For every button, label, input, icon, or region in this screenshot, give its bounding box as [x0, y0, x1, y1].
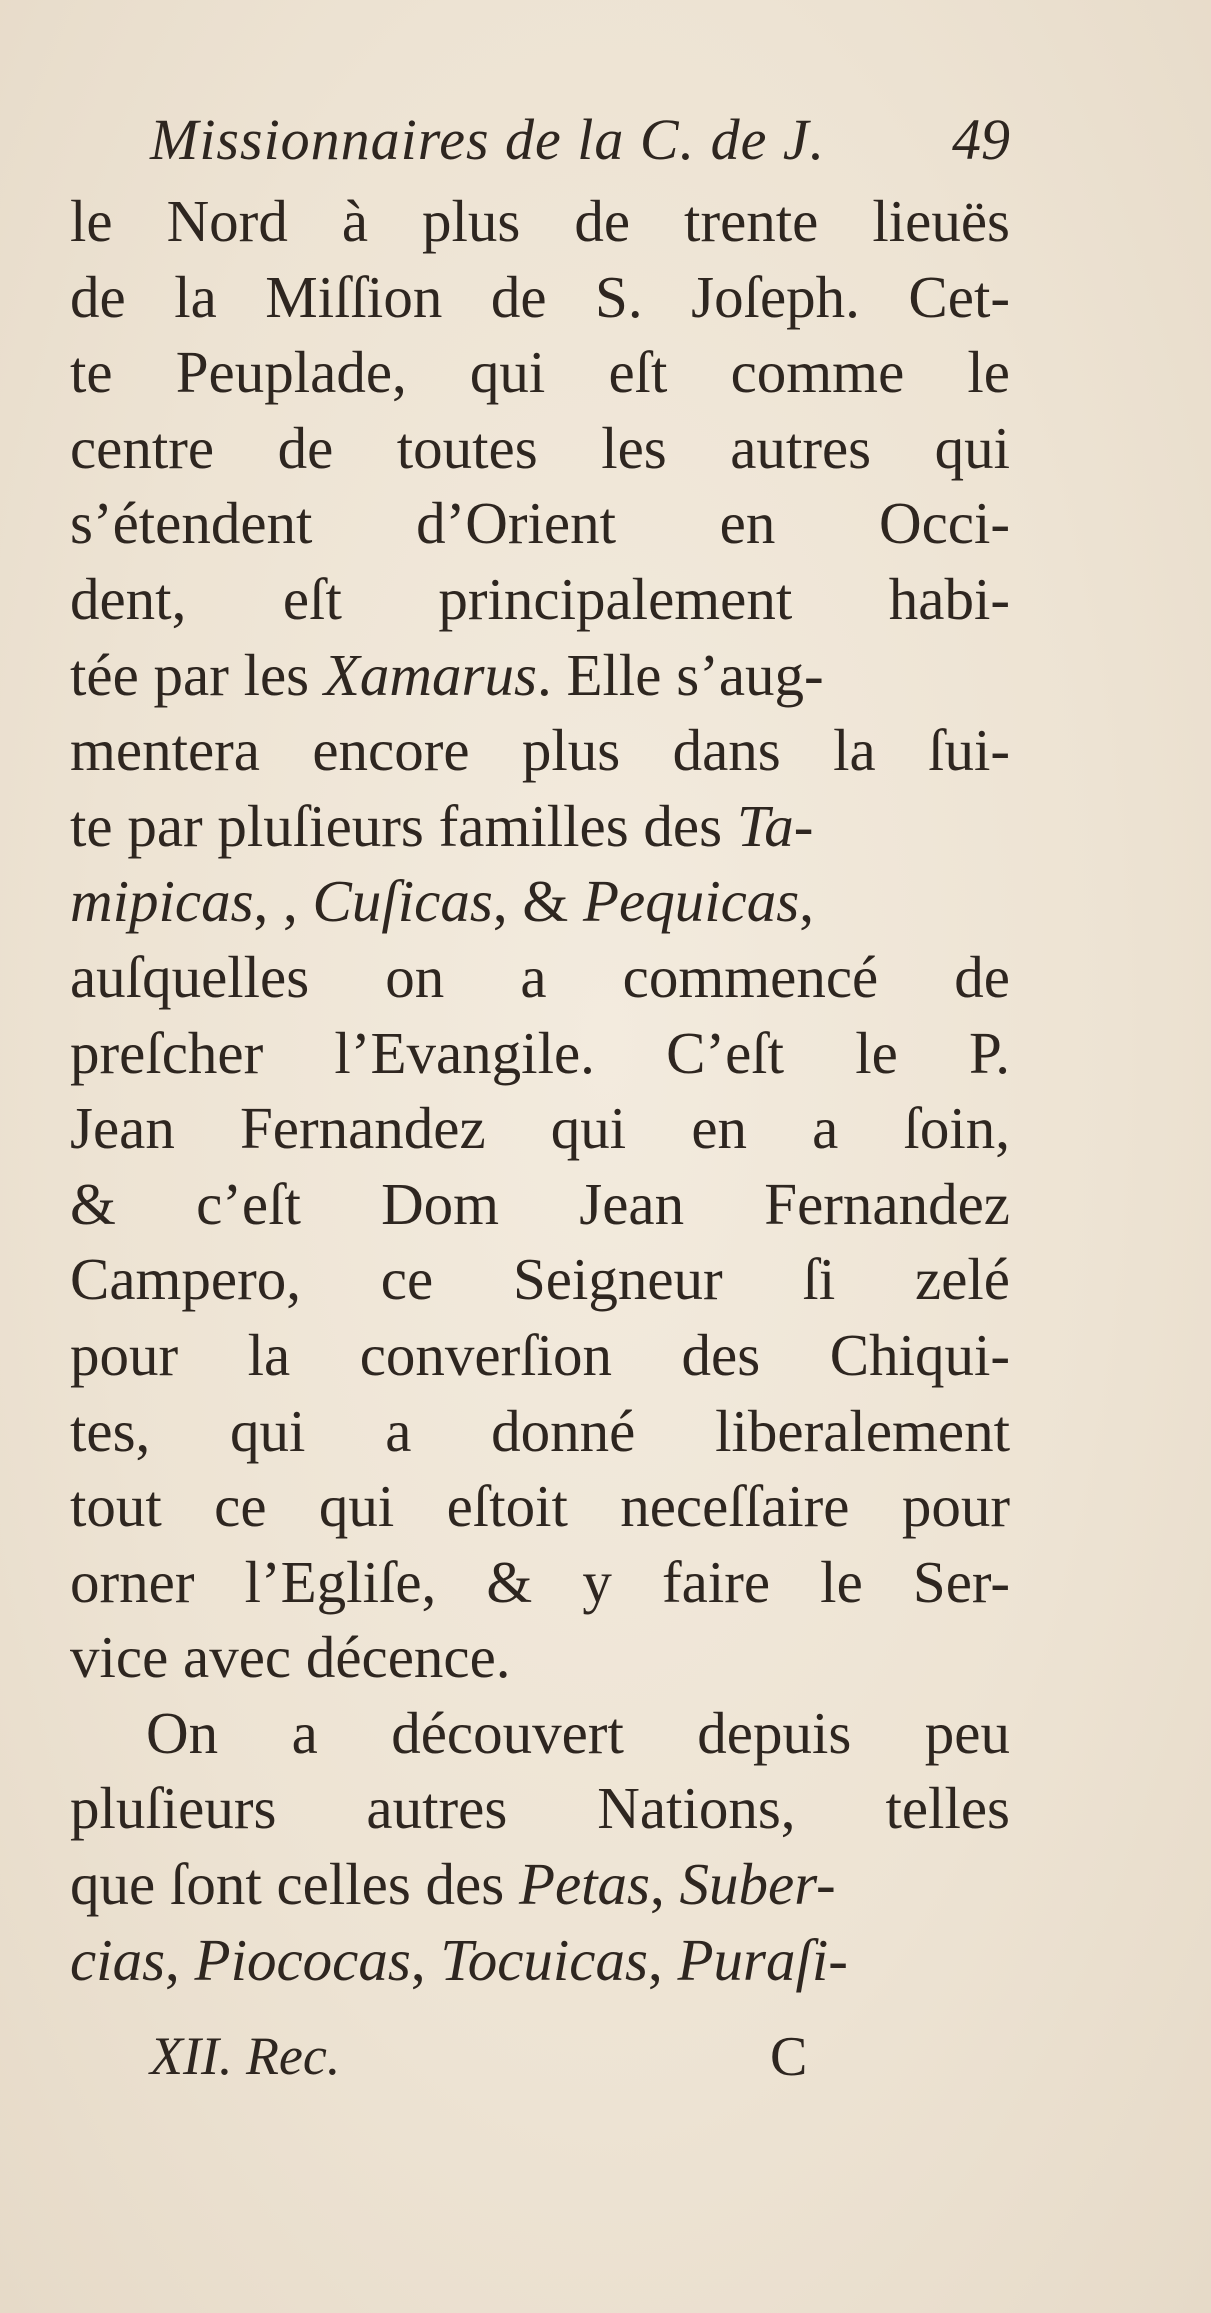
nation-name: mipicas	[70, 868, 254, 935]
text-line: Campero, ce Seigneur ſi zelé	[70, 1246, 1010, 1313]
nation-name: Puraſi-	[677, 1926, 848, 1993]
page-header	[150, 106, 1010, 192]
nation-name: Petas	[518, 1851, 651, 1918]
text-run: ,	[650, 1851, 680, 1918]
nation-name: Cuſicas	[312, 868, 493, 935]
text-line: & c’eſt Dom Jean Fernandez	[70, 1170, 1010, 1237]
nation-name: cias	[70, 1926, 166, 1993]
text-line	[70, 789, 1010, 865]
text-line: dent, eſt principalement habi-	[70, 565, 1010, 632]
text-line: preſcher l’Evangile. C’eſt le P.	[70, 1019, 1010, 1086]
text-line: orner l’Egliſe, & y faire le Ser-	[70, 1548, 1010, 1615]
text-run: , ,	[253, 868, 313, 935]
nation-name: Tocuicas	[440, 1926, 648, 1993]
text-line: le Nord à plus de trente lieuës	[70, 188, 1010, 254]
text-run: te par pluſieurs familles des	[70, 792, 737, 859]
text-line: mentera encore plus dans la ſui-	[70, 717, 1010, 784]
page-footer	[150, 2025, 850, 2105]
text-line: te Peuplade, qui eſt comme le	[70, 339, 1010, 406]
text-line: auſquelles on a commencé de	[70, 943, 1010, 1010]
nation-name: Xamarus	[323, 641, 537, 708]
text-run: , &	[492, 868, 583, 935]
nation-name: Piococas	[194, 1926, 411, 1993]
text-run: . Elle s’aug-	[536, 641, 824, 708]
text-line	[70, 864, 1010, 940]
text-run: ,	[165, 1926, 195, 1993]
catchword: C	[770, 2026, 808, 2088]
nation-name: Suber-	[679, 1851, 836, 1918]
text-line	[70, 638, 1010, 714]
nation-name: Pequicas	[583, 868, 800, 935]
text-line: pluſieurs autres Nations, telles	[70, 1775, 1010, 1842]
text-line: centre de toutes les autres qui	[70, 414, 1010, 481]
running-title: Missionnaires de la C. de J.	[150, 107, 826, 172]
text-run: ,	[410, 1926, 441, 1993]
text-run: tée par les	[70, 641, 324, 708]
text-line: s’étendent d’Orient en Occi-	[70, 490, 1010, 557]
paragraph-first-line: On a découvert depuis peu	[146, 1699, 1010, 1766]
text-line	[70, 1923, 1010, 1999]
text-line: pour la converſion des Chiqui-	[70, 1321, 1010, 1388]
text-line: de la Miſſion de S. Joſeph. Cet-	[70, 263, 1010, 330]
text-run: ,	[647, 1926, 678, 1993]
signature-mark: XII. Rec.	[150, 2026, 341, 2086]
text-line: tout ce qui eſtoit neceſſaire pour	[70, 1473, 1010, 1540]
text-line: Jean Fernandez qui en a ſoin,	[70, 1095, 1010, 1162]
nation-name: Ta-	[736, 792, 814, 859]
body-text	[70, 184, 1010, 1998]
text-line: tes, qui a donné liberalement	[70, 1397, 1010, 1464]
text-line	[70, 1847, 1010, 1923]
page-number: 49	[952, 107, 1010, 172]
text-run: que ſont celles des	[70, 1851, 519, 1918]
text-run: ,	[799, 868, 815, 935]
text-line: vice avec décence.	[70, 1624, 511, 1691]
